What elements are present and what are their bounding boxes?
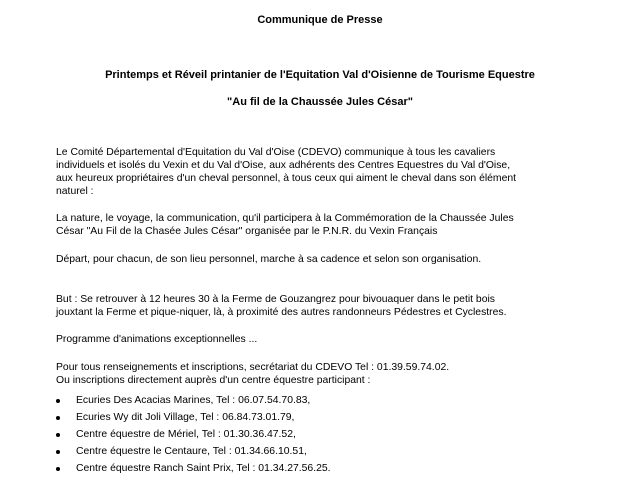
document-header: Communique de Presse	[257, 14, 383, 26]
paragraph-line: naturel :	[56, 186, 94, 197]
paragraph-line: aux heureux propriétaires d'un cheval personnel, à tous ceux qui aiment le cheval dans son élément	[56, 173, 517, 184]
paragraph-line: Le Comité Départemental d'Equitation du Val d'Oise (CDEVO) communique à tous les cavaliers	[56, 147, 496, 158]
paragraph-line: But : Se retrouver à 12 heures 30 à la Ferme de Gouzangrez pour bivouaquer dans le petit bois	[56, 294, 495, 305]
paragraph-line: César "Au Fil de la Chasée Jules César" organisée par le P.N.R. du Vexin Français	[56, 226, 438, 237]
paragraph-line: Programme d'animations exceptionnelles ...	[56, 334, 258, 345]
bullet-icon	[56, 416, 60, 420]
paragraph-line: Pour tous renseignements et inscriptions, secrétariat du CDEVO Tel : 01.39.59.74.02.	[56, 362, 450, 373]
list-item-text: Centre équestre le Centaure, Tel : 01.34.66.10.51,	[76, 446, 307, 457]
bullet-icon	[56, 467, 60, 471]
paragraph-but	[56, 293, 616, 319]
paragraph-programme	[56, 333, 616, 346]
paragraph-line: La nature, le voyage, la communication, qu'il participera à la Commémoration de la Chaussée Jules	[56, 213, 514, 224]
document-subtitle: "Au fil de la Chaussée Jules César"	[227, 96, 413, 108]
paragraph-contact	[56, 361, 616, 387]
list-item-text: Centre équestre de Mériel, Tel : 01.30.36.47.52,	[76, 429, 296, 440]
paragraph-intro	[56, 146, 616, 198]
bullet-icon	[56, 450, 60, 454]
paragraph-line: Départ, pour chacun, de son lieu personnel, marche à sa cadence et selon son organisation.	[56, 254, 482, 265]
paragraph-nature	[56, 212, 616, 238]
list-item-text: Ecuries Wy dit Joli Village, Tel : 06.84.73.01.79,	[76, 412, 295, 423]
bullet-icon	[56, 399, 60, 403]
document-title: Printemps et Réveil printanier de l'Equitation Val d'Oisienne de Tourisme Equestre	[105, 69, 535, 81]
paragraph-line: individuels et isolés du Vexin et du Val d'Oise, aux adhérents des Centres Equestres du Val d'Oise,	[56, 160, 511, 171]
paragraph-line: jouxtant la Ferme et pique-niquer, là, à proximité des autres randonneurs Pédestres et Cyclestres.	[56, 307, 507, 318]
paragraph-line: Ou inscriptions directement auprès d'un centre équestre participant :	[56, 375, 371, 386]
bullet-icon	[56, 433, 60, 437]
list-item-text: Ecuries Des Acacias Marines, Tel : 06.07.54.70.83,	[76, 395, 311, 406]
paragraph-depart	[56, 253, 616, 266]
list-item-text: Centre équestre Ranch Saint Prix, Tel : 01.34.27.56.25.	[76, 463, 331, 474]
